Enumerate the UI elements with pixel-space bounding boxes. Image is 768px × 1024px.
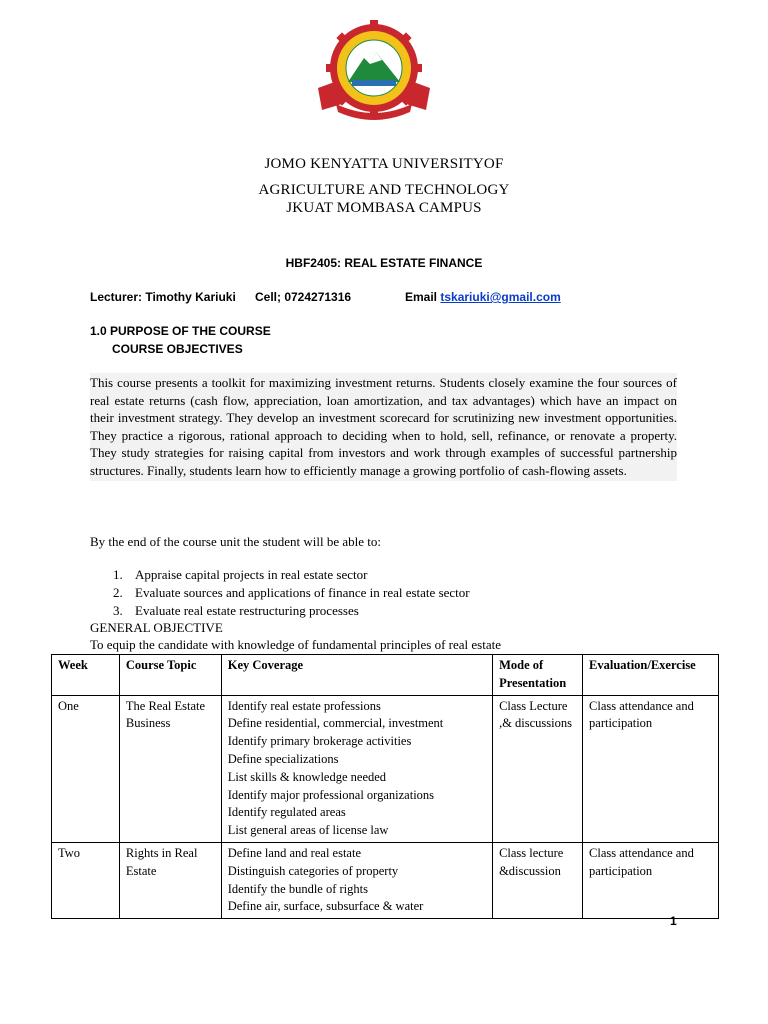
header-topic: Course Topic	[119, 655, 221, 696]
section-heading-purpose: 1.0 PURPOSE OF THE COURSE	[90, 324, 271, 338]
cell-coverage: Identify real estate professions Define residential, commercial, investment Identify primary brokerage activities Define specializations List skills & knowledge needed Identify major professional organizations Identify regulated areas List general areas of license law	[221, 695, 492, 842]
campus-name: JKUAT MOMBASA CAMPUS	[286, 200, 482, 216]
cell-coverage: Define land and real estate Distinguish categories of property Identify the bundle of rights Define air, surface, subsurface & water	[221, 842, 492, 918]
list-item: 1. Appraise capital projects in real estate sector	[113, 567, 368, 582]
header-week: Week	[52, 655, 120, 696]
course-schedule-table	[51, 654, 719, 919]
objectives-list	[113, 566, 470, 620]
header-evaluation: Evaluation/Exercise	[583, 655, 719, 696]
email-row	[405, 290, 561, 304]
table-header-row	[52, 655, 719, 696]
email-link[interactable]: tskariuki@gmail.com	[440, 290, 561, 304]
university-name-line2: AGRICULTURE AND TECHNOLOGY	[258, 182, 510, 198]
university-logo	[312, 18, 436, 126]
objectives-intro: By the end of the course unit the student will be able to:	[90, 534, 381, 549]
page-number: 1	[670, 914, 677, 928]
cell-evaluation: Class attendance and participation	[583, 842, 719, 918]
course-description: This course presents a toolkit for maximizing investment returns. Students closely examine the four sources of real estate returns (cash flow, appreciation, loan amortization, and tax advantages) which have an impact on their investment strategy. They develop an investment scorecard for scrutinizing new investment opportunities. They practice a rigorous, rational approach to deciding when to hold, sell, refinance, or renovate a property. They study strategies for raising capital from investors and work through examples of successful partnership structures. Finally, students learn how to efficiently manage a growing portfolio of cash-flowing assets.	[90, 373, 677, 481]
section-heading-objectives: COURSE OBJECTIVES	[112, 342, 243, 356]
general-objective-text: To equip the candidate with knowledge of fundamental principles of real estate	[90, 637, 501, 652]
university-name-line1: JOMO KENYATTA UNIVERSITYOF	[264, 156, 504, 172]
lecturer-cell: Cell; 0724271316	[255, 290, 352, 304]
cell-mode: Class Lecture ,& discussions	[493, 695, 583, 842]
cell-mode: Class lecture &discussion	[493, 842, 583, 918]
header-coverage: Key Coverage	[221, 655, 492, 696]
cell-week: Two	[52, 842, 120, 918]
cell-week: One	[52, 695, 120, 842]
general-objective-title: GENERAL OBJECTIVE	[90, 620, 223, 635]
course-title: HBF2405: REAL ESTATE FINANCE	[285, 256, 483, 270]
list-item: 3. Evaluate real estate restructuring processes	[113, 603, 359, 618]
list-item: 2. Evaluate sources and applications of finance in real estate sector	[113, 585, 470, 600]
email-label: Email	[405, 290, 438, 304]
table-row	[52, 695, 719, 842]
table-row	[52, 842, 719, 918]
cell-topic: Rights in Real Estate	[119, 842, 221, 918]
header-mode: Mode of Presentation	[493, 655, 583, 696]
lecturer-name: Lecturer: Timothy Kariuki	[90, 290, 236, 304]
cell-topic: The Real Estate Business	[119, 695, 221, 842]
cell-evaluation: Class attendance and participation	[583, 695, 719, 842]
